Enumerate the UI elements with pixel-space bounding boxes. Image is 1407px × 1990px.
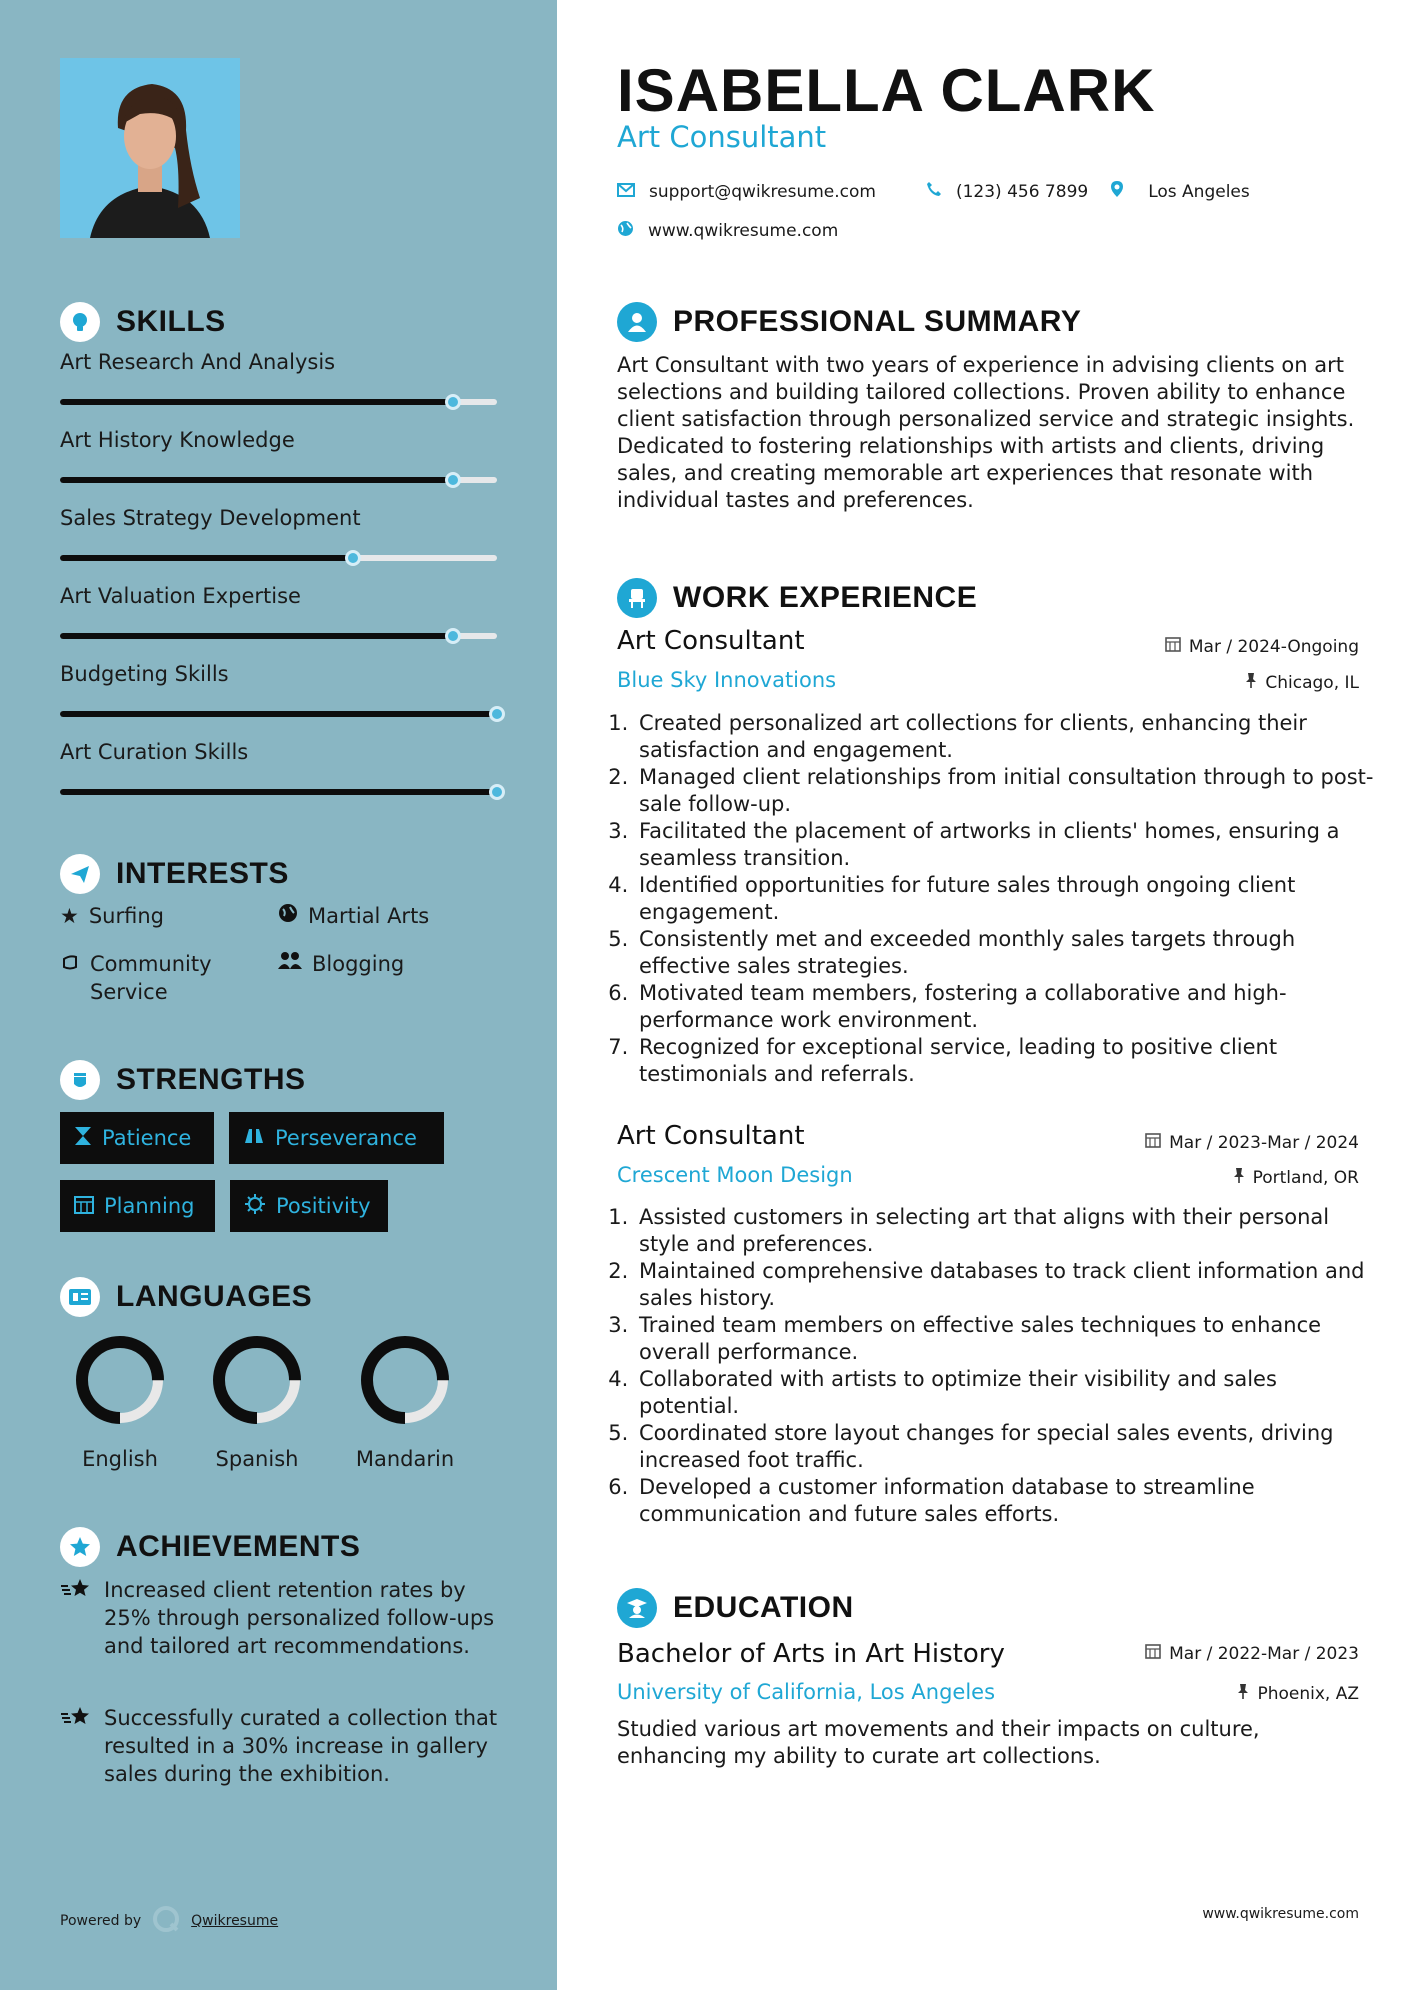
users-icon bbox=[278, 950, 302, 978]
pushpin-icon bbox=[1237, 1683, 1249, 1704]
skill-bar-fill bbox=[60, 789, 497, 795]
skill-bar bbox=[60, 555, 497, 561]
bullet-item: 2. Maintained comprehensive databases to track client information and sales history. bbox=[635, 1258, 1375, 1312]
candidate-role: Art Consultant bbox=[617, 120, 827, 154]
skill-label: Art History Knowledge bbox=[60, 428, 295, 452]
date-text: Mar / 2022-Mar / 2023 bbox=[1169, 1643, 1359, 1664]
job-bullets bbox=[617, 1204, 1375, 1528]
website-row bbox=[617, 220, 838, 242]
language-label: English bbox=[82, 1447, 158, 1471]
interest-item bbox=[278, 902, 429, 930]
section-title: PROFESSIONAL SUMMARY bbox=[673, 305, 1082, 338]
main-content bbox=[557, 0, 1407, 1990]
company-name: Crescent Moon Design bbox=[617, 1163, 853, 1187]
achievement-text: Successfully curated a collection that resulted in a 30% increase in gallery sales during the exhibition. bbox=[104, 1706, 498, 1786]
skill-label: Art Valuation Expertise bbox=[60, 584, 301, 608]
shooting-star-icon bbox=[60, 1576, 92, 1660]
email-link[interactable]: support@qwikresume.com bbox=[649, 181, 876, 202]
skill-level-knob bbox=[345, 550, 361, 566]
interest-item bbox=[278, 950, 404, 978]
strength-badge bbox=[230, 1180, 388, 1232]
strength-badge bbox=[60, 1112, 214, 1164]
skill-bar-fill bbox=[60, 477, 453, 483]
achievement-item bbox=[60, 1576, 500, 1660]
section-title: WORK EXPERIENCE bbox=[673, 581, 978, 614]
job-title: Art Consultant bbox=[617, 626, 805, 656]
pushpin-icon bbox=[1233, 1167, 1245, 1188]
skill-bar-fill bbox=[60, 711, 497, 717]
phone-number: (123) 456 7899 bbox=[955, 181, 1089, 202]
achievements-heading bbox=[60, 1527, 360, 1567]
lightbulb-icon bbox=[60, 302, 100, 342]
bullet-item: 5. Consistently met and exceeded monthly sales targets through effective sales strategies. bbox=[635, 926, 1375, 980]
job-date bbox=[1145, 1132, 1359, 1153]
section-title: STRENGTHS bbox=[116, 1063, 306, 1096]
skill-label: Sales Strategy Development bbox=[60, 506, 361, 530]
experience-heading bbox=[617, 578, 977, 618]
skill-bar-fill bbox=[60, 399, 453, 405]
skill-level-knob bbox=[489, 706, 505, 722]
summary-heading bbox=[617, 302, 1081, 342]
interest-label: Surfing bbox=[88, 904, 164, 928]
section-title: SKILLS bbox=[116, 305, 226, 338]
bullet-item: 4. Identified opportunities for future sales through ongoing client engagement. bbox=[635, 872, 1375, 926]
star-badge-icon bbox=[60, 1527, 100, 1567]
bullet-item: 7. Recognized for exceptional service, leading to positive client testimonials and referrals. bbox=[635, 1034, 1375, 1088]
achievement-item bbox=[60, 1704, 500, 1788]
hourglass-icon bbox=[74, 1126, 92, 1151]
bullet-item: 3. Facilitated the placement of artworks in clients' homes, ensuring a seamless transition. bbox=[635, 818, 1375, 872]
bullet-item: 6. Developed a customer information database to streamline communication and future sales efforts. bbox=[635, 1474, 1375, 1528]
envelope-icon bbox=[617, 182, 635, 202]
skills-heading bbox=[60, 302, 226, 342]
shooting-star-icon bbox=[60, 1704, 92, 1788]
job-location bbox=[1245, 672, 1359, 693]
education-location bbox=[1237, 1683, 1359, 1704]
interests-heading bbox=[60, 854, 289, 894]
phone-icon bbox=[926, 181, 942, 202]
skill-bar bbox=[60, 399, 497, 405]
hand-icon bbox=[60, 950, 80, 978]
calendar-icon bbox=[74, 1194, 94, 1219]
pushpin-icon bbox=[1245, 672, 1257, 693]
degree-title: Bachelor of Arts in Art History bbox=[617, 1639, 1005, 1669]
globe-icon bbox=[278, 902, 298, 930]
interest-label: Martial Arts bbox=[308, 904, 430, 928]
job-title: Art Consultant bbox=[617, 1121, 805, 1151]
user-icon bbox=[617, 302, 657, 342]
calendar-icon bbox=[1145, 1132, 1161, 1153]
strength-label: Patience bbox=[102, 1126, 192, 1150]
footer-website[interactable]: www.qwikresume.com bbox=[1202, 1906, 1359, 1922]
sun-icon bbox=[244, 1193, 266, 1220]
skill-level-knob bbox=[445, 472, 461, 488]
language-card-icon bbox=[60, 1277, 100, 1317]
contact-row bbox=[617, 180, 1250, 203]
strength-badge bbox=[229, 1112, 444, 1164]
school-name: University of California, Los Angeles bbox=[617, 1680, 996, 1704]
company-name: Blue Sky Innovations bbox=[617, 668, 837, 692]
location-text: Chicago, IL bbox=[1265, 672, 1359, 693]
bullet-item: 5. Coordinated store layout changes for special sales events, driving increased foot traffic. bbox=[635, 1420, 1375, 1474]
qwikresume-logo-icon bbox=[151, 1904, 181, 1938]
skill-level-knob bbox=[489, 784, 505, 800]
job-bullets bbox=[617, 710, 1375, 1088]
languages-heading bbox=[60, 1277, 312, 1317]
language-donut bbox=[355, 1330, 455, 1430]
bullet-item: 2. Managed client relationships from initial consultation through to post-sale follow-up. bbox=[635, 764, 1375, 818]
skill-level-knob bbox=[445, 394, 461, 410]
location-pin-icon bbox=[1110, 180, 1124, 203]
location-text: Los Angeles bbox=[1148, 181, 1250, 202]
language-label: Spanish bbox=[215, 1447, 299, 1471]
fist-icon bbox=[60, 1060, 100, 1100]
powered-by-label: Powered by bbox=[60, 1913, 142, 1929]
interest-label: Blogging bbox=[312, 952, 405, 976]
section-title: LANGUAGES bbox=[116, 1280, 313, 1313]
section-title: EDUCATION bbox=[673, 1591, 854, 1624]
skill-bar-fill bbox=[60, 633, 453, 639]
location-text: Phoenix, AZ bbox=[1257, 1683, 1359, 1704]
language-donut bbox=[207, 1330, 307, 1430]
achievement-text: Increased client retention rates by 25% through personalized follow-ups and tailored art recommendations. bbox=[104, 1578, 495, 1658]
strength-badge bbox=[60, 1180, 215, 1232]
strength-label: Planning bbox=[104, 1194, 195, 1218]
job-date bbox=[1165, 636, 1359, 657]
candidate-name: ISABELLA CLARK bbox=[617, 57, 1156, 124]
location-text: Portland, OR bbox=[1252, 1167, 1359, 1188]
sidebar bbox=[0, 0, 557, 1990]
job-location bbox=[1233, 1167, 1359, 1188]
skill-label: Art Research And Analysis bbox=[60, 350, 336, 374]
bullet-item: 4. Collaborated with artists to optimize their visibility and sales potential. bbox=[635, 1366, 1375, 1420]
section-title: INTERESTS bbox=[116, 857, 289, 890]
skill-bar bbox=[60, 711, 497, 717]
language-donut bbox=[70, 1330, 170, 1430]
paper-plane-icon bbox=[60, 854, 100, 894]
skill-level-knob bbox=[445, 628, 461, 644]
star-icon: ★ bbox=[60, 904, 79, 928]
calendar-icon bbox=[1165, 636, 1181, 657]
calendar-icon bbox=[1145, 1643, 1161, 1664]
globe-icon bbox=[617, 220, 634, 242]
strengths-heading bbox=[60, 1060, 306, 1100]
skill-label: Budgeting Skills bbox=[60, 662, 229, 686]
qwikresume-link[interactable]: Qwikresume bbox=[191, 1913, 279, 1929]
date-text: Mar / 2024-Ongoing bbox=[1188, 636, 1359, 657]
skill-label: Art Curation Skills bbox=[60, 740, 249, 764]
bullet-item: 1. Assisted customers in selecting art that aligns with their personal style and preferences. bbox=[635, 1204, 1375, 1258]
interest-label: Community Service bbox=[90, 952, 212, 1004]
education-text: Studied various art movements and their impacts on culture, enhancing my ability to curate art collections. bbox=[617, 1717, 1260, 1768]
education-heading bbox=[617, 1588, 854, 1628]
strength-label: Perseverance bbox=[275, 1126, 417, 1150]
profile-photo bbox=[60, 58, 240, 238]
skill-bar-fill bbox=[60, 555, 353, 561]
section-title: ACHIEVEMENTS bbox=[116, 1530, 361, 1563]
interest-item bbox=[60, 950, 260, 1006]
skill-bar bbox=[60, 789, 497, 795]
date-text: Mar / 2023-Mar / 2024 bbox=[1169, 1132, 1359, 1153]
website-link[interactable]: www.qwikresume.com bbox=[648, 221, 839, 241]
bullet-item: 1. Created personalized art collections for clients, enhancing their satisfaction and engagement. bbox=[635, 710, 1375, 764]
graduate-icon bbox=[617, 1588, 657, 1628]
skill-bar bbox=[60, 477, 497, 483]
skill-bar bbox=[60, 633, 497, 639]
powered-by bbox=[60, 1904, 278, 1938]
bullet-item: 6. Motivated team members, fostering a collaborative and high-performance work environment. bbox=[635, 980, 1375, 1034]
interest-item bbox=[60, 902, 164, 930]
education-date bbox=[1145, 1643, 1359, 1664]
summary-text: Art Consultant with two years of experience in advising clients on art selections and building tailored collections. Proven ability to enhance client satisfaction through personalized service and strategic insights. Dedicated to fostering relationships with artists and clients, driving sales, and creating memorable art experiences that resonate with individual tastes and preferences. bbox=[617, 353, 1355, 512]
strength-label: Positivity bbox=[276, 1194, 371, 1218]
bullet-item: 3. Trained team members on effective sales techniques to enhance overall performance. bbox=[635, 1312, 1375, 1366]
binoculars-icon bbox=[243, 1126, 265, 1150]
chair-icon bbox=[617, 578, 657, 618]
language-label: Mandarin bbox=[355, 1447, 455, 1471]
